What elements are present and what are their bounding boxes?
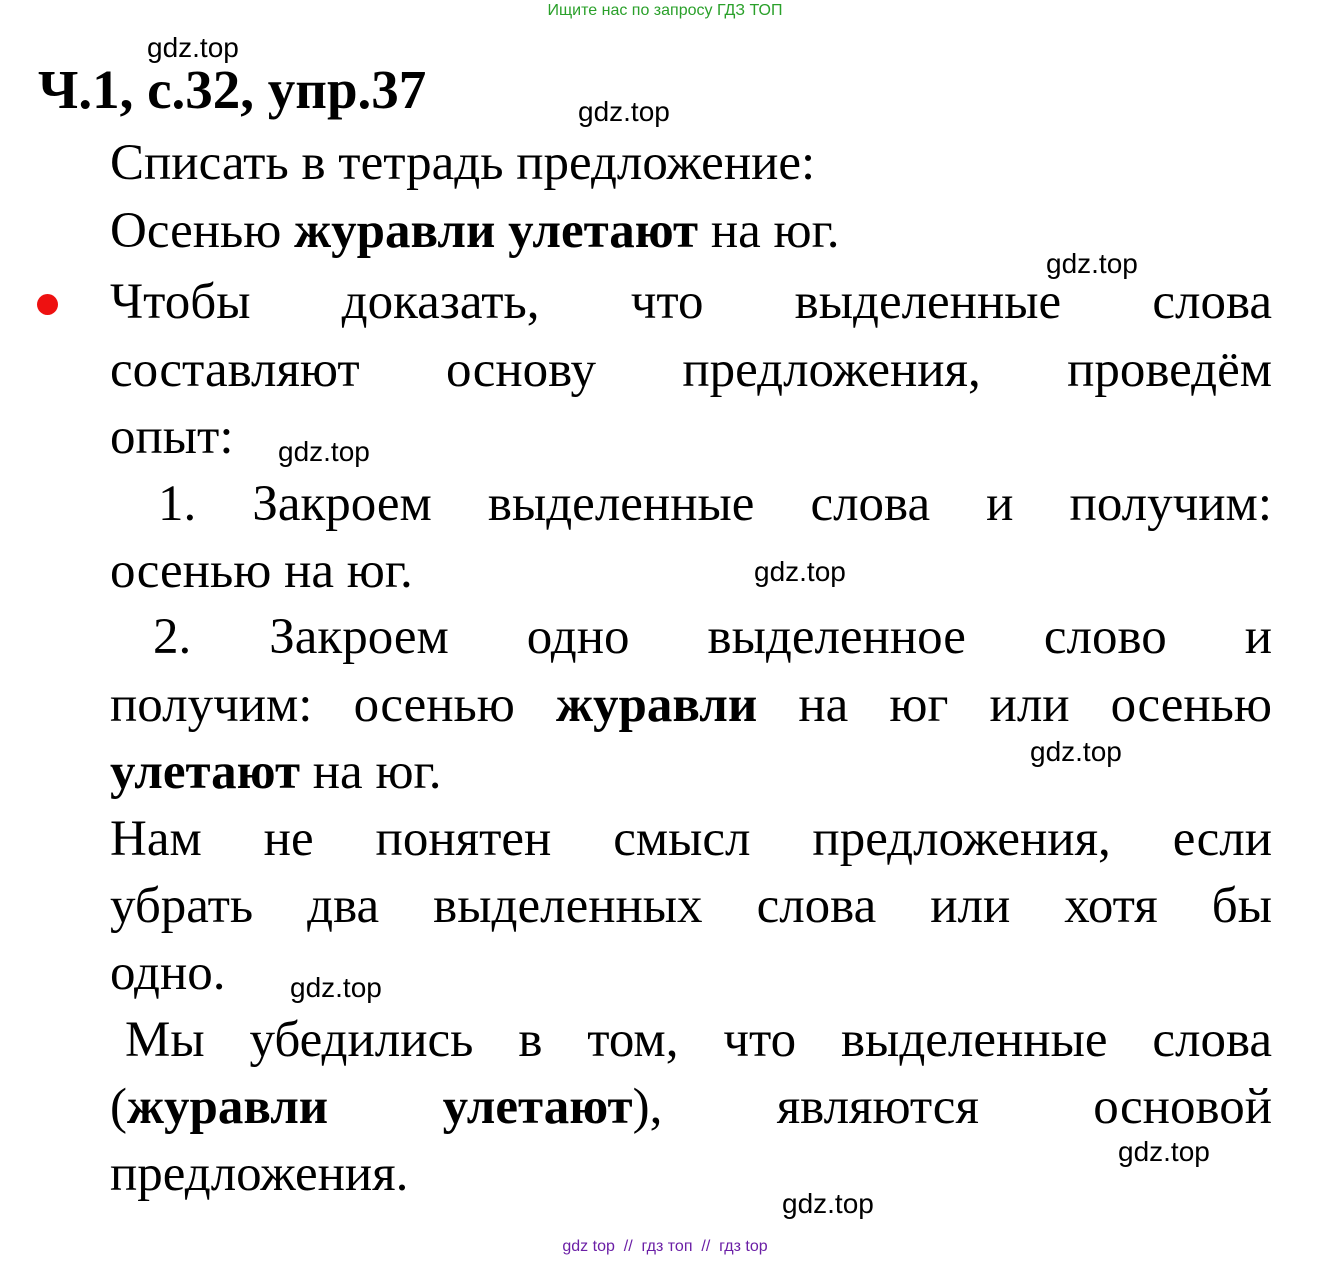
watermark: gdz.top [278, 436, 370, 467]
paragraph-line: опыт: [110, 409, 234, 465]
text-part: на юг или осенью [757, 677, 1272, 733]
text-part: ), являются основой [632, 1079, 1272, 1135]
conclusion-line [110, 1079, 1272, 1135]
paragraph-line: составляют основу предложения, проведём [110, 342, 1272, 398]
step-line: 1. Закроем выделенные слова и получим: [158, 476, 1272, 532]
conclusion-line: предложения. [110, 1146, 409, 1202]
highlight-word: журавли [556, 677, 758, 733]
watermark: gdz.top [754, 556, 846, 587]
sentence-highlight: журавли улетают [294, 203, 699, 259]
top-banner-text: Ищите нас по запросу ГДЗ ТОП [547, 2, 783, 19]
sentence-part: на юг. [698, 203, 840, 259]
footer-text: gdz top // гдз топ // гдз top [562, 1238, 768, 1255]
highlight-word: улетают [110, 744, 301, 800]
conclusion-line: Мы убедились в том, что выделенные слова [125, 1012, 1272, 1068]
task-text: Списать в тетрадь предложение: [110, 135, 816, 191]
paragraph-line: убрать два выделенных слова или хотя бы [110, 878, 1272, 934]
watermark: gdz.top [1046, 248, 1138, 279]
paragraph-line: Чтобы доказать, что выделенные слова [110, 274, 1272, 330]
watermark: gdz.top [1118, 1136, 1210, 1167]
paragraph-line: одно. [110, 945, 226, 1001]
watermark: gdz.top [290, 972, 382, 1003]
step-line [110, 744, 1272, 800]
watermark: gdz.top [782, 1188, 874, 1219]
text-part: ( [110, 1079, 127, 1135]
watermark: gdz.top [147, 32, 239, 63]
step-line: 2. Закроем одно выделенное слово и [153, 609, 1272, 665]
paragraph-line: Нам не понятен смысл предложения, если [110, 811, 1272, 867]
page-title: Ч.1, с.32, упр.37 [38, 59, 427, 120]
sentence-part: Осенью [110, 203, 295, 259]
text-part: на юг. [300, 744, 442, 800]
highlight-word: журавли [126, 1079, 329, 1135]
watermark: gdz.top [1030, 736, 1122, 767]
highlight-word: улетают [442, 1079, 633, 1135]
watermark: gdz.top [578, 96, 670, 127]
step-line: осенью на юг. [110, 543, 413, 599]
step-line [110, 677, 1272, 733]
red-dot-bullet-icon [37, 294, 58, 315]
text-part [110, 1079, 328, 1135]
text-part: получим: осенью [110, 677, 557, 733]
